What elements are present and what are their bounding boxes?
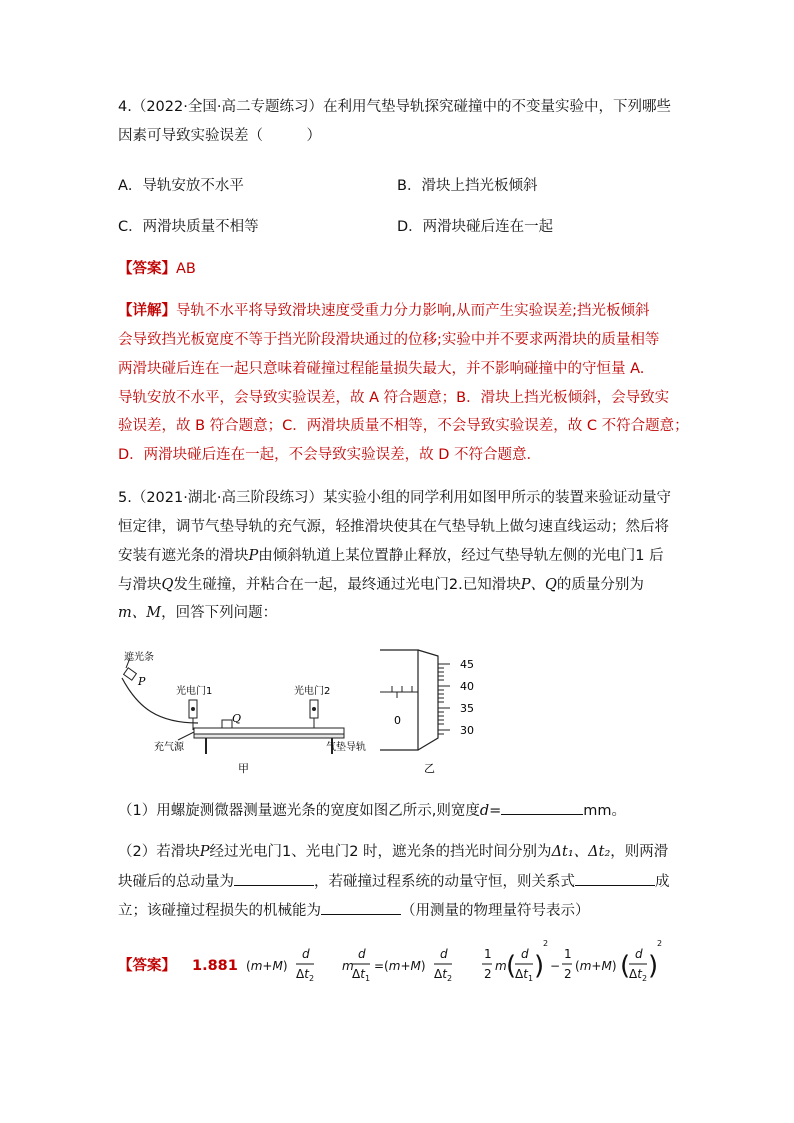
- q4-option-b: B．滑块上挡光板倾斜: [397, 178, 538, 194]
- q5-sub2-line1: [118, 842, 668, 862]
- q4-answer: [118, 259, 196, 279]
- q5-stem-text: 与滑块: [118, 577, 162, 593]
- q5-stem-line5: [118, 603, 277, 623]
- var-dt: Δt₁、Δt₂: [551, 844, 611, 860]
- q5-stem-text: ，回答下列问题：: [161, 605, 278, 621]
- q5-answer-value: 1.881: [192, 958, 238, 974]
- label-gate1: 光电门1: [176, 686, 213, 697]
- q5-stem-line1: 5.（2021·湖北·高三阶段练习）某实验小组的同学利用如图甲所示的装置来验证动量守: [118, 490, 671, 506]
- q5-sub2-text: ，则两滑: [610, 844, 669, 860]
- q5-sub2-text: （2）若滑块: [118, 844, 200, 860]
- q5-answer-label: 【答案】: [118, 958, 176, 974]
- svg-text:2: 2: [564, 967, 572, 981]
- q5-sub2-text: 经过光电门1、光电门2 时，遮光条的挡光时间分别为: [209, 844, 552, 860]
- svg-text:Δt2: $\Delta t_2$: [296, 967, 315, 983]
- var-pq: P、Q: [520, 577, 557, 593]
- tick-45: 45: [460, 658, 474, 671]
- svg-text:2: 2: [484, 967, 492, 981]
- q5-sub2-text: ，若碰撞过程系统的动量守恒，则关系式: [314, 874, 575, 890]
- q5-sub1-text: （1）用螺旋测微器测量遮光条的宽度如图乙所示,则宽度: [118, 803, 480, 819]
- q5-sub2-line2: [118, 871, 670, 892]
- svg-text:(: (: [506, 951, 517, 981]
- q5-sub2-text: 立；该碰撞过程损失的机械能为: [118, 903, 321, 919]
- q5-stem-text: 由倾斜轨道上某位置静止释放，经过气垫导轨左侧的光电门1 后: [258, 548, 664, 564]
- q5-stem-text: 安装有遮光条的滑块: [118, 548, 249, 564]
- q4-detail-line4: 导轨安放不水平，会导致实验误差，故 A 符合题意；B．滑块上挡光板倾斜，会导致实: [118, 390, 670, 406]
- micrometer-frame: [380, 650, 418, 750]
- answer-blank-d[interactable]: [501, 800, 583, 815]
- q5-sub1-unit: mm。: [583, 803, 627, 819]
- figure-micrometer: [378, 646, 498, 780]
- label-p: P: [138, 675, 146, 688]
- svg-text:=(m+M): =(m+M): [374, 959, 426, 973]
- air-source-leader: [178, 732, 194, 740]
- tick-30: 30: [460, 724, 474, 737]
- q5-stem-line4: [118, 575, 644, 595]
- gate2-dot: [312, 707, 316, 711]
- svg-text:1: 1: [564, 947, 572, 961]
- micrometer-thimble: [418, 650, 438, 750]
- q4-option-a: A．导轨安放不水平: [118, 178, 244, 194]
- label-zheguangtiao: 遮光条: [124, 652, 154, 663]
- svg-text:(m+M): (m+M): [575, 959, 617, 973]
- svg-text:Δt1: $\Delta t_1$: [352, 967, 371, 983]
- slider-p: [124, 668, 137, 680]
- svg-text:Δt2: $\Delta t_2$: [434, 967, 453, 983]
- figure-apparatus: [118, 648, 378, 778]
- q4-detail-line1: [118, 301, 650, 321]
- svg-text:d: d: [635, 947, 643, 961]
- q4-option-d: D．两滑块碰后连在一起: [397, 219, 554, 235]
- air-track-base: [194, 734, 344, 738]
- incline-curve: [122, 678, 198, 723]
- q5-stem-line3: [118, 546, 664, 566]
- svg-text:−: −: [550, 959, 561, 973]
- q4-stem-line2: 因素可导致实验误差（ ）: [118, 128, 321, 144]
- svg-text:d: d: [521, 947, 529, 961]
- q4-detail-line3: 两滑块碰后连在一起只意味着碰撞过程能量损失最大，并不影响碰撞中的守恒量 A.: [118, 361, 645, 377]
- q5-answer-formulas: [246, 932, 676, 996]
- label-chongqiyuan: 充气源: [154, 742, 184, 753]
- svg-text:Δt2: $\Delta t_2$: [629, 967, 648, 983]
- q4-detail-text: 导轨不水平将导致滑块速度受重力分力影响,从而产生实验误差;挡光板倾斜: [176, 303, 650, 319]
- svg-text:): ): [648, 951, 659, 981]
- svg-text:(: (: [620, 951, 631, 981]
- formula-conservation: m: [342, 959, 354, 973]
- formula-energy-loss: 1: [484, 947, 492, 961]
- svg-text:Δt1: $\Delta t_1$: [515, 967, 534, 983]
- label-gate2: 光电门2: [294, 686, 331, 697]
- var-p: P: [248, 548, 259, 564]
- q5-stem-text: 的质量分别为: [556, 577, 644, 593]
- air-track: [194, 728, 344, 734]
- caption-yi: 乙: [424, 762, 435, 775]
- slider-q: [222, 720, 232, 728]
- label-q: Q: [232, 712, 242, 725]
- tick-40: 40: [460, 680, 474, 693]
- thimble-scale: [438, 664, 450, 734]
- svg-text:d: d: [440, 947, 448, 961]
- var-p: P: [199, 844, 210, 860]
- q5-stem-line2: 恒定律，调节气垫导轨的充气源，轻推滑块使其在气垫导轨上做匀速直线运动；然后将: [118, 519, 669, 535]
- q5-stem-text: 发生碰撞，并粘合在一起，最终通过光电门2.已知滑块: [173, 577, 521, 593]
- formula-momentum: (m+M): [246, 959, 288, 973]
- q4-answer-label: 【答案】: [118, 261, 176, 277]
- label-zero: 0: [394, 714, 401, 727]
- q5-sub2-text: （用测量的物理量符号表示）: [401, 903, 590, 919]
- var-d: d: [479, 803, 490, 819]
- answer-blank-momentum[interactable]: [234, 871, 314, 886]
- q4-detail-line2: 会导致挡光板宽度不等于挡光阶段滑块通过的位移;实验中并不要求两滑块的质量相等: [118, 332, 660, 348]
- q5-answer: [118, 956, 238, 976]
- q5-sub1: [118, 800, 626, 821]
- caption-jia: 甲: [238, 762, 249, 775]
- q5-sub2-text: 成: [655, 874, 670, 890]
- svg-text:): ): [534, 951, 545, 981]
- svg-text:d: d: [302, 947, 310, 961]
- var-q: Q: [161, 577, 174, 593]
- svg-text:2: 2: [543, 939, 549, 948]
- var-mm: m、M: [118, 605, 162, 621]
- label-daogui: 气垫导轨: [326, 742, 366, 753]
- answer-blank-energy[interactable]: [321, 900, 401, 915]
- q5-sub1-eq: =: [489, 803, 502, 819]
- tick-35: 35: [460, 702, 474, 715]
- svg-text:m: m: [495, 959, 507, 973]
- q4-detail-line5: 验误差，故 B 符合题意；C．两滑块质量不相等，不会导致实验误差，故 C 不符合题意；: [118, 418, 689, 434]
- svg-text:d: d: [358, 947, 366, 961]
- svg-text:2: 2: [657, 939, 663, 948]
- q5-sub2-text: 块碰后的总动量为: [118, 874, 234, 890]
- gate1-dot: [191, 707, 195, 711]
- q5-sub2-line3: [118, 900, 590, 921]
- answer-blank-relation[interactable]: [575, 871, 655, 886]
- q4-stem-line1: 4.（2022·全国·高二专题练习）在利用气垫导轨探究碰撞中的不变量实验中，下列哪些: [118, 99, 671, 115]
- q4-answer-value: AB: [176, 261, 196, 277]
- q4-detail-line6: D．两滑块碰后连在一起，不会导致实验误差，故 D 不符合题意．: [118, 447, 542, 463]
- q4-detail-label: 【详解】: [118, 303, 176, 319]
- q4-option-c: C．两滑块质量不相等: [118, 219, 259, 235]
